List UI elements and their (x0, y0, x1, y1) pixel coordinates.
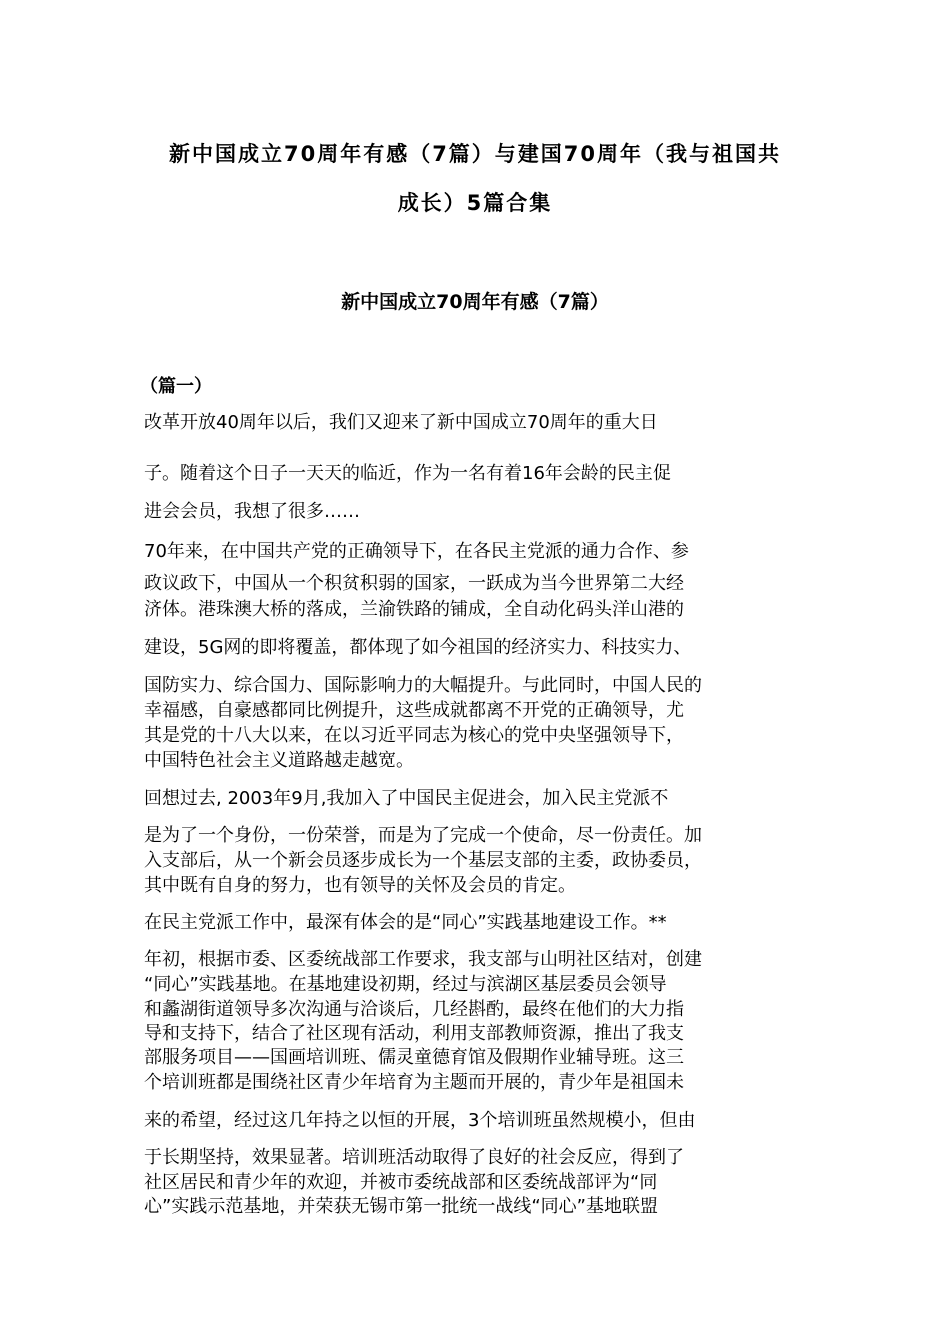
paragraph-line: 个培训班都是围绕社区青少年培育为主题而开展的，青少年是祖国未 (144, 1072, 684, 1093)
paragraph-line: 回想过去, 2003年9月,我加入了中国民主促进会，加入民主党派不 (144, 788, 669, 809)
paragraph-line: 70年来，在中国共产党的正确领导下，在各民主党派的通力合作、参 (144, 541, 689, 562)
section-label: （篇一） (140, 376, 212, 397)
paragraph-line: 子。随着这个日子一天天的临近，作为一名有着16年会龄的民主促 (144, 463, 671, 484)
paragraph-line: 社区居民和青少年的欢迎，并被市委统战部和区委统战部评为“同 (144, 1172, 658, 1193)
paragraph-line: 幸福感，自豪感都同比例提升，这些成就都离不开党的正确领导，尤 (144, 700, 684, 721)
paragraph-line: “同心”实践基地。在基地建设初期，经过与滨湖区基层委员会领导 (144, 974, 667, 995)
paragraph-line: 其中既有自身的努力，也有领导的关怀及会员的肯定。 (144, 875, 576, 896)
document-title-line-2: 成长）5篇合集 (397, 191, 553, 215)
paragraph-line: 是为了一个身份，一份荣誉，而是为了完成一个使命，尽一份责任。加 (144, 825, 702, 846)
paragraph-line: 于长期坚持，效果显著。培训班活动取得了良好的社会反应，得到了 (144, 1147, 684, 1168)
paragraph-line: 进会会员，我想了很多…… (144, 501, 360, 522)
paragraph-line: 国防实力、综合国力、国际影响力的大幅提升。与此同时，中国人民的 (144, 675, 702, 696)
paragraph-line: 入支部后，从一个新会员逐步成长为一个基层支部的主委，政协委员， (144, 850, 702, 871)
paragraph-line: 部服务项目——国画培训班、儒灵童德育馆及假期作业辅导班。这三 (144, 1047, 684, 1068)
paragraph-line: 年初，根据市委、区委统战部工作要求，我支部与山明社区结对，创建 (144, 949, 702, 970)
document-title-line-1: 新中国成立70周年有感（7篇）与建国70周年（我与祖国共 (168, 142, 782, 166)
paragraph-line: 来的希望，经过这几年持之以恒的开展，3个培训班虽然规模小，但由 (144, 1110, 696, 1131)
paragraph-line: 心”实践示范基地，并荣获无锡市第一批统一战线“同心”基地联盟 (144, 1196, 658, 1217)
paragraph-line: 其是党的十八大以来，在以习近平同志为核心的党中央坚强领导下， (144, 725, 684, 746)
paragraph-line: 建设，5G网的即将覆盖，都体现了如今祖国的经济实力、科技实力、 (144, 637, 692, 658)
paragraph-line: 在民主党派工作中，最深有体会的是“同心”实践基地建设工作。** (144, 912, 667, 933)
section-title: 新中国成立70周年有感（7篇） (341, 291, 609, 313)
paragraph-line: 改革开放40周年以后，我们又迎来了新中国成立70周年的重大日 (144, 412, 658, 433)
paragraph-line: 中国特色社会主义道路越走越宽。 (144, 750, 414, 771)
paragraph-line: 济体。港珠澳大桥的落成，兰渝铁路的铺成，全自动化码头洋山港的 (144, 599, 684, 620)
paragraph-line: 导和支持下，结合了社区现有活动，利用支部教师资源，推出了我支 (144, 1023, 684, 1044)
paragraph-line: 和蠡湖街道领导多次沟通与洽谈后，几经斟酌，最终在他们的大力指 (144, 999, 684, 1020)
paragraph-line: 政议政下，中国从一个积贫积弱的国家，一跃成为当今世界第二大经 (144, 573, 684, 594)
